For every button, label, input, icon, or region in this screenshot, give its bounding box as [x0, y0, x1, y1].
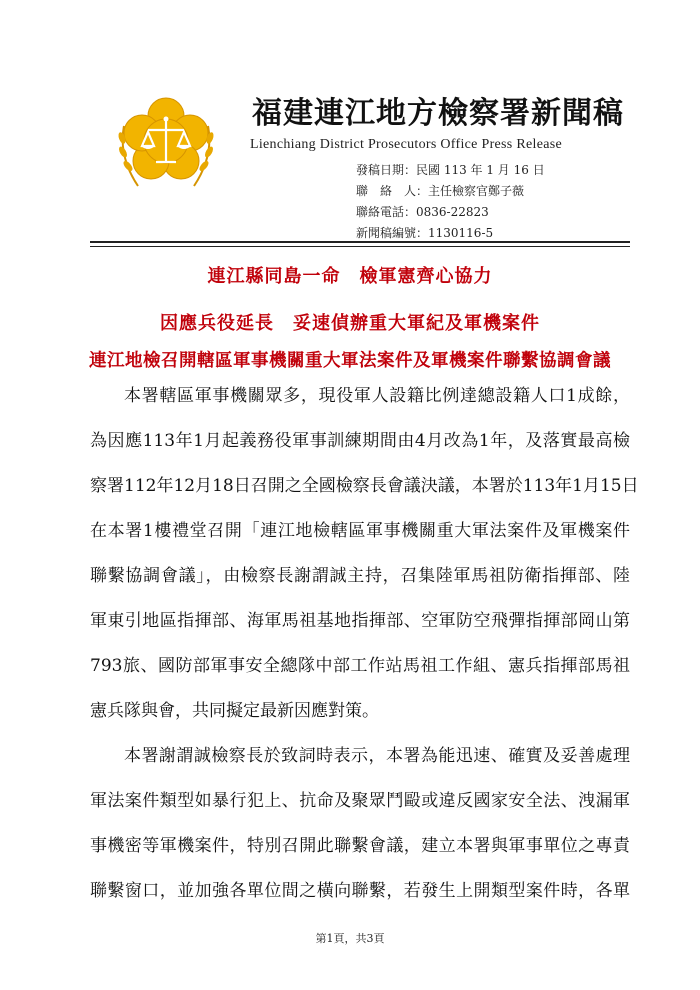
prosecutors-office-emblem-icon [110, 86, 222, 198]
header-divider [90, 241, 630, 243]
body-line: 在本署1樓禮堂召開「連江地檢轄區軍事機關重大軍法案件及軍機案件 [90, 521, 630, 541]
header-divider-thin [90, 246, 630, 247]
body-line: 察署112年12月18日召開之全國檢察長會議決議，本署於113年1月15日 [90, 476, 639, 496]
press-release-meta [356, 160, 545, 244]
contact-phone: 聯絡電話：0836-22823 [356, 205, 489, 219]
release-date: 發稿日期：民國 113 年 1 月 16 日 [356, 163, 545, 177]
body-line: 本署謝謂誠檢察長於致詞時表示，本署為能迅速、確實及妥善處理 [124, 746, 630, 766]
body-line: 為因應113年1月起義務役軍事訓練期間由4月改為1年，及落實最高檢 [90, 431, 630, 451]
office-title: 福建連江地方檢察署新聞稿 [252, 96, 624, 131]
body-line: 本署轄區軍事機關眾多，現役軍人設籍比例達總設籍人口1成餘， [124, 386, 630, 406]
headline-1: 連江縣同島一命 檢軍憲齊心協力 [207, 266, 493, 287]
body-line: 軍東引地區指揮部、海軍馬祖基地指揮部、空軍防空飛彈指揮部岡山第 [90, 611, 630, 631]
body-line: 聯繫窗口，並加強各單位間之橫向聯繫，若發生上開類型案件時，各單 [90, 881, 630, 901]
headline-2: 因應兵役延長 妥速偵辦重大軍紀及軍機案件 [160, 313, 540, 334]
body-line: 793旅、國防部軍事安全總隊中部工作站馬祖工作組、憲兵指揮部馬祖 [90, 656, 630, 676]
contact-person: 聯 絡 人：主任檢察官鄭子薇 [356, 184, 525, 198]
release-number: 新聞稿編號：1130116-5 [356, 226, 494, 240]
body-line: 聯繫協調會議」，由檢察長謝謂誠主持，召集陸軍馬祖防衛指揮部、陸 [90, 566, 630, 586]
body-line: 憲兵隊與會，共同擬定最新因應對策。 [90, 701, 379, 721]
body-line: 軍法案件類型如暴行犯上、抗命及聚眾鬥毆或違反國家安全法、洩漏軍 [90, 791, 630, 811]
office-english-name: Lienchiang District Prosecutors Office Press Release [250, 137, 562, 152]
headline-3: 連江地檢召開轄區軍事機關重大軍法案件及軍機案件聯繫協調會議 [89, 351, 611, 371]
page-number: 第1頁，共3頁 [315, 932, 385, 945]
body-line: 事機密等軍機案件，特別召開此聯繫會議，建立本署與軍事單位之專責 [90, 836, 630, 856]
